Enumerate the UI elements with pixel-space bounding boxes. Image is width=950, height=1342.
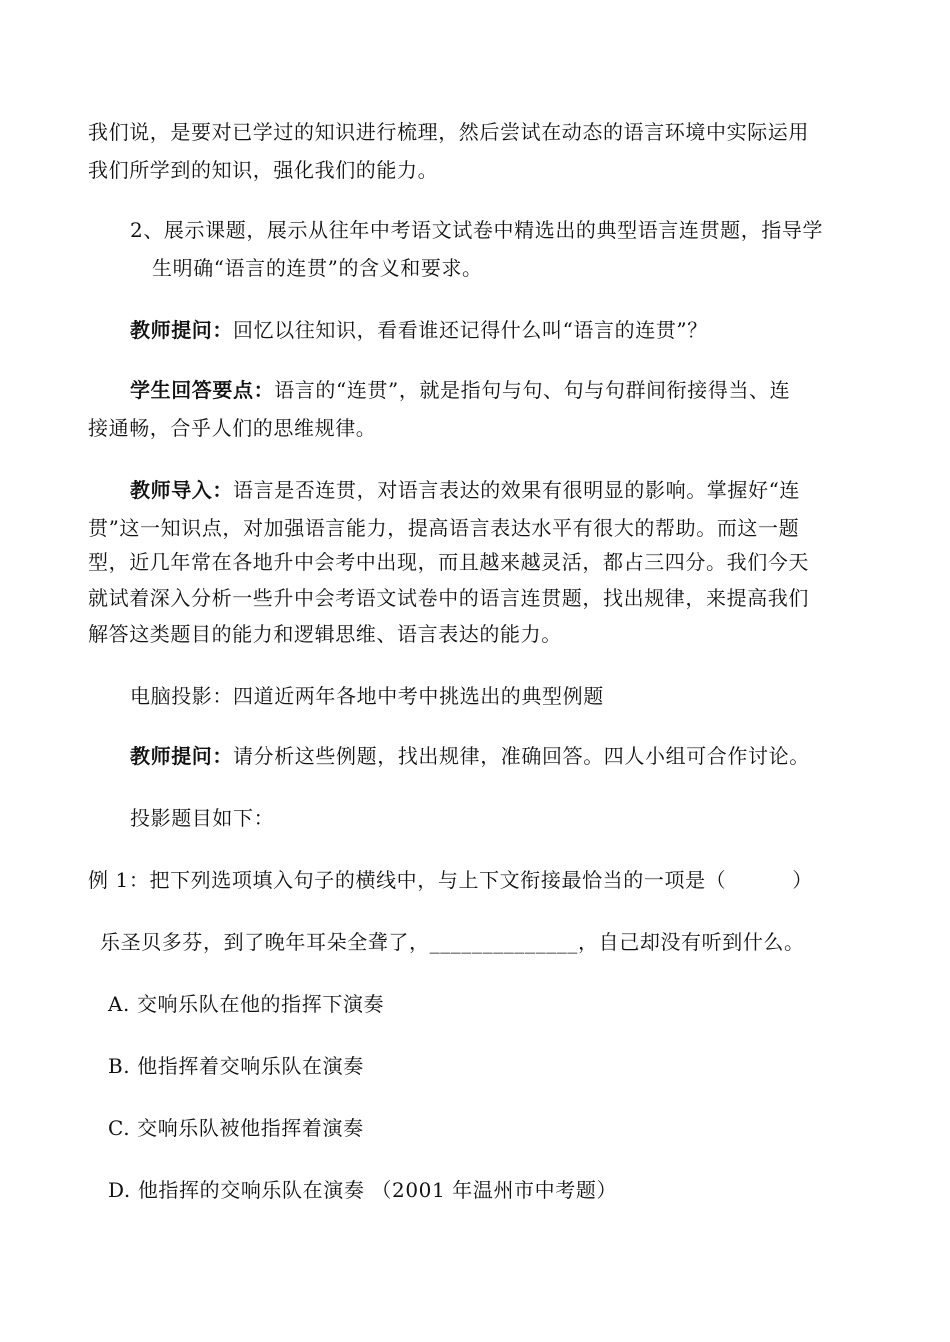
student-answer-line-2: 接通畅，合乎人们的思维规律。 xyxy=(88,416,377,440)
teacher-question-2-text: 请分析这些例题，找出规律，准确回答。四人小组可合作讨论。 xyxy=(233,744,810,768)
teacher-intro-label: 教师导入： xyxy=(130,478,233,502)
intro-line-2: 我们所学到的知识，强化我们的能力。 xyxy=(88,158,439,182)
example1-sentence-before: 乐圣贝多芬，到了晚年耳朵全聋了， xyxy=(100,930,430,954)
student-answer-text-1: 语言的“连贯”，就是指句与句、句与句群间衔接得当、连 xyxy=(274,378,791,402)
example1-option-a: A. 交响乐队在他的指挥下演奏 xyxy=(108,992,385,1016)
teacher-question-1-label: 教师提问： xyxy=(130,318,233,342)
projection-heading: 投影题目如下： xyxy=(130,806,275,830)
step2-line-1: 2、展示课题，展示从往年中考语文试卷中精选出的典型语言连贯题，指导学 xyxy=(130,218,824,242)
example1-prompt-close: ） xyxy=(792,868,813,892)
projection-line: 电脑投影：四道近两年各地中考中挑选出的典型例题 xyxy=(130,684,604,708)
teacher-intro-line-5: 解答这类题目的能力和逻辑思维、语言表达的能力。 xyxy=(88,622,562,646)
student-answer-label: 学生回答要点： xyxy=(130,378,275,402)
teacher-intro-line-3: 型，近几年常在各地升中会考中出现，而且越来越灵活，都占三四分。我们今天 xyxy=(88,550,809,574)
teacher-intro-line-2: 贯”这一知识点，对加强语言能力，提高语言表达水平有很大的帮助。而这一题 xyxy=(88,516,800,540)
example1-answer-blank: ______________ xyxy=(429,930,579,954)
teacher-question-2 xyxy=(130,744,810,768)
example1-sentence-after: ，自己却没有听到什么。 xyxy=(578,930,805,954)
example1-option-d: D. 他指挥的交响乐队在演奏 （2001 年温州市中考题） xyxy=(108,1178,618,1202)
example1-option-b: B. 他指挥着交响乐队在演奏 xyxy=(108,1054,364,1078)
teacher-intro-line-1 xyxy=(130,478,800,502)
teacher-question-1 xyxy=(130,318,708,342)
example1-option-c: C. 交响乐队被他指挥着演奏 xyxy=(108,1116,364,1140)
teacher-question-2-label: 教师提问： xyxy=(130,744,233,768)
example1-sentence xyxy=(100,930,805,954)
teacher-question-1-text: 回忆以往知识，看看谁还记得什么叫“语言的连贯”？ xyxy=(233,318,708,342)
example1-prompt xyxy=(88,868,813,892)
teacher-intro-text-1: 语言是否连贯，对语言表达的效果有很明显的影响。掌握好“连 xyxy=(233,478,801,502)
student-answer-line-1 xyxy=(130,378,790,402)
example1-prompt-text: 例 1：把下列选项填入句子的横线中，与上下文衔接最恰当的一项是（ xyxy=(88,868,727,892)
teacher-intro-line-4: 就试着深入分析一些升中会考语文试卷中的语言连贯题，找出规律，来提高我们 xyxy=(88,586,809,610)
intro-line-1: 我们说，是要对已学过的知识进行梳理，然后尝试在动态的语言环境中实际运用 xyxy=(88,120,809,144)
step2-line-2: 生明确“语言的连贯”的含义和要求。 xyxy=(152,256,483,280)
